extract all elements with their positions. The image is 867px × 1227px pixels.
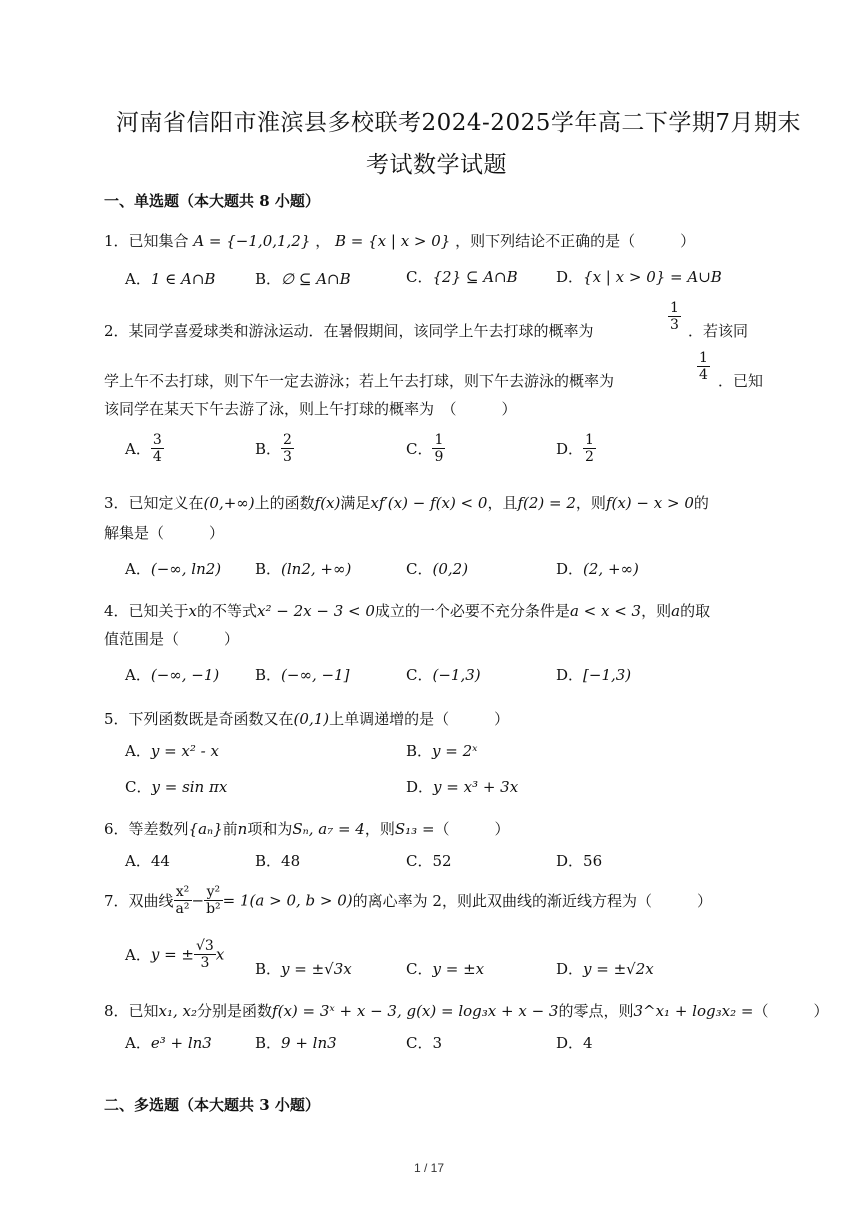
- question-3-line2: 解集是（ ）: [104, 524, 225, 542]
- question-text: ，则: [641, 602, 672, 620]
- question-text: 的离心率为 2，则此双曲线的渐近线方程为（ ）: [352, 892, 712, 911]
- option-value: 44: [150, 852, 170, 870]
- question-text: 的取: [680, 602, 711, 620]
- fraction-denominator: b²: [206, 901, 221, 918]
- question-text: 3．已知定义在: [104, 494, 204, 512]
- option-value: (2, +∞): [583, 560, 639, 578]
- math-expression: = 1(a > 0, b > 0): [222, 891, 353, 910]
- fraction-numerator: 1: [699, 350, 708, 366]
- option-label: C．: [125, 778, 152, 796]
- q6-option-c: [406, 850, 452, 871]
- math-expression: f(x) − x > 0: [605, 494, 694, 512]
- question-8: [104, 1000, 828, 1021]
- question-4-line2: 值范围是（ ）: [104, 630, 240, 648]
- q6-option-a: [125, 850, 170, 871]
- q4-option-d: [556, 664, 631, 685]
- option-label: D．: [556, 1034, 584, 1052]
- fraction-numerator: 3: [152, 432, 162, 448]
- option-label: B．: [255, 666, 282, 684]
- option-value: (−∞, −1): [150, 666, 220, 684]
- option-value-tail: x: [215, 945, 225, 964]
- option-label: A．: [125, 560, 151, 578]
- question-text: 1．已知集合: [104, 232, 189, 250]
- option-label: A．: [125, 440, 151, 459]
- math-expression: f(2) = 2: [517, 494, 576, 512]
- option-value: y = 2ˣ: [432, 742, 478, 760]
- option-label: D．: [556, 268, 584, 286]
- math-expression: x: [188, 602, 198, 620]
- page-number: 1 / 17: [414, 1161, 445, 1175]
- q2-option-a: [125, 432, 164, 465]
- option-value: (−1,3): [432, 666, 481, 684]
- option-label: A．: [125, 852, 151, 870]
- question-text: ，则下列结论不正确的是（ ）: [455, 232, 696, 250]
- option-value: y = ±: [150, 945, 194, 964]
- fraction-numerator: x²: [175, 884, 190, 900]
- fraction-denominator: 2: [585, 449, 594, 466]
- q7-option-c: [406, 958, 484, 979]
- option-value: (−∞, −1]: [281, 666, 350, 684]
- math-expression: x₁, x₂: [158, 1002, 198, 1020]
- question-text: 6．等差数列: [104, 820, 189, 838]
- document-title-line2: 考试数学试题: [366, 152, 507, 178]
- option-value: [−1,3): [583, 666, 632, 684]
- option-value: y = ±√3x: [281, 960, 352, 978]
- option-value: y = ±√2x: [583, 960, 654, 978]
- q2-fraction-1: [668, 300, 681, 333]
- math-expression: f(x) = 3ˣ + x − 3, g(x) = log₃x + x − 3: [272, 1002, 559, 1020]
- option-label: B．: [255, 560, 282, 578]
- fraction-denominator: 4: [699, 367, 708, 384]
- option-label: C．: [406, 960, 433, 978]
- math-expression: Sₙ, a₇ = 4: [292, 820, 365, 838]
- option-label: D．: [556, 560, 584, 578]
- option-label: B．: [255, 852, 282, 870]
- math-expression: n: [237, 820, 248, 838]
- option-label: A．: [125, 270, 151, 288]
- math-expression: 3^x₁ + log₃x₂ =: [633, 1002, 754, 1020]
- math-expression: xf′(x) − f(x) < 0: [370, 494, 488, 512]
- math-expression: {aₙ}: [188, 820, 223, 838]
- question-text: ，且: [487, 494, 518, 512]
- question-7: [104, 884, 712, 917]
- fraction-numerator: 1: [670, 300, 679, 316]
- option-value: (0,2): [432, 560, 469, 578]
- option-value: (−∞, ln2): [150, 560, 222, 578]
- question-2-line2: 学上午不去打球，则下午一定去游泳；若上午去打球，则下午去游泳的概率为: [104, 372, 615, 390]
- question-4: [104, 600, 710, 621]
- question-text: 项和为: [247, 820, 293, 838]
- q2-option-b: [255, 432, 294, 465]
- option-label: C．: [406, 560, 433, 578]
- question-text: 上单调递增的是（ ）: [329, 710, 510, 728]
- question-text: 5．下列函数既是奇函数又在: [104, 710, 294, 728]
- question-2-line1: 2．某同学喜爱球类和游泳运动．在暑假期间，该同学上午去打球的概率为: [104, 322, 594, 340]
- option-label: C．: [406, 666, 433, 684]
- q1-option-a: [125, 268, 215, 289]
- option-label: C．: [406, 440, 433, 459]
- question-1: [104, 230, 695, 251]
- question-2-line1-end: ．若该同: [688, 322, 749, 340]
- q8-option-c: [406, 1032, 442, 1053]
- q2-option-c: [406, 432, 445, 465]
- q4-option-b: [255, 664, 349, 685]
- question-5: [104, 708, 509, 729]
- q7-option-b: [255, 958, 352, 979]
- q5-option-c: [125, 776, 227, 797]
- fraction-numerator: √3: [196, 938, 214, 954]
- q8-option-d: [556, 1032, 593, 1053]
- option-value: 48: [281, 852, 301, 870]
- option-value: 9 + ln3: [281, 1034, 337, 1052]
- question-text: 上的函数: [254, 494, 315, 512]
- option-value: e³ + ln3: [150, 1034, 212, 1052]
- option-value: (ln2, +∞): [281, 560, 352, 578]
- question-2-line2-end: ．已知: [718, 372, 764, 390]
- question-text: 分别是函数: [197, 1002, 273, 1020]
- option-value: y = x² - x: [150, 742, 219, 760]
- question-text: 4．已知关于: [104, 602, 189, 620]
- question-6: [104, 818, 510, 839]
- question-text: （ ）: [434, 820, 510, 838]
- math-expression: A = {−1,0,1,2}: [193, 232, 311, 250]
- q5-option-a: [125, 740, 219, 761]
- option-value: 1 ∈ A∩B: [150, 270, 216, 288]
- option-label: B．: [255, 1034, 282, 1052]
- question-text: 前: [222, 820, 238, 838]
- option-value: 4: [583, 1034, 593, 1052]
- q5-option-d: [406, 776, 518, 797]
- option-value: 3: [432, 1034, 443, 1052]
- math-expression: a < x < 3: [569, 602, 642, 620]
- option-label: B．: [406, 742, 433, 760]
- question-text: 的: [693, 494, 709, 512]
- q7-option-a: [125, 938, 224, 971]
- document-title-line1: 河南省信阳市淮滨县多校联考2024-2025学年高二下学期7月期末: [116, 110, 801, 136]
- math-expression: −: [191, 891, 205, 910]
- math-expression: x² − 2x − 3 < 0: [257, 602, 375, 620]
- question-text: ，则: [575, 494, 606, 512]
- question-3: [104, 492, 709, 513]
- question-text: 满足: [340, 494, 371, 512]
- option-value: 56: [583, 852, 603, 870]
- option-value: y = sin πx: [151, 778, 228, 796]
- q3-option-b: [255, 558, 351, 579]
- q1-option-b: [255, 268, 351, 289]
- math-expression: B = {x | x > 0}: [334, 232, 451, 250]
- question-text: 的零点，则: [558, 1002, 634, 1020]
- option-value: ∅ ⊆ A∩B: [281, 270, 351, 288]
- question-text: 成立的一个必要不充分条件是: [374, 602, 570, 620]
- question-text: （ ）: [753, 1002, 829, 1020]
- option-label: C．: [406, 852, 433, 870]
- math-expression: (0,1): [293, 710, 330, 728]
- option-label: C．: [406, 1034, 433, 1052]
- question-text: 7．双曲线: [104, 892, 174, 911]
- q5-option-b: [406, 740, 477, 761]
- option-label: A．: [125, 946, 151, 965]
- math-expression: (0,+∞): [203, 494, 255, 512]
- question-2-line3: 该同学在某天下午去游了泳，则上午打球的概率为 （ ）: [104, 400, 517, 418]
- section-heading-multiple-choice: 二、多选题（本大题共 3 小题）: [104, 1096, 320, 1114]
- q3-option-c: [406, 558, 468, 579]
- q6-option-b: [255, 850, 300, 871]
- fraction-numerator: y²: [206, 884, 221, 900]
- fraction-numerator: 2: [283, 432, 292, 448]
- option-label: D．: [556, 666, 584, 684]
- q8-option-a: [125, 1032, 212, 1053]
- option-label: B．: [255, 960, 282, 978]
- option-label: A．: [125, 742, 151, 760]
- math-expression: f(x): [314, 494, 341, 512]
- option-label: D．: [556, 852, 584, 870]
- question-text: 8．已知: [104, 1002, 159, 1020]
- question-text: ，则: [364, 820, 395, 838]
- q1-option-c: [406, 266, 518, 287]
- fraction-denominator: 3: [283, 449, 292, 466]
- fraction-denominator: 9: [434, 449, 444, 466]
- fraction-denominator: 4: [152, 449, 162, 466]
- fraction-denominator: a²: [175, 901, 190, 918]
- q2-option-d: [556, 432, 596, 465]
- q4-option-c: [406, 664, 481, 685]
- q2-fraction-2: [697, 350, 710, 383]
- q6-option-d: [556, 850, 602, 871]
- math-expression: a: [671, 602, 681, 620]
- q1-option-d: [556, 266, 722, 287]
- q4-option-a: [125, 664, 219, 685]
- option-label: D．: [406, 778, 434, 796]
- option-label: D．: [556, 960, 584, 978]
- question-text: ，: [315, 232, 331, 250]
- option-label: B．: [255, 440, 282, 459]
- q7-option-d: [556, 958, 654, 979]
- option-value: {2} ⊆ A∩B: [432, 268, 518, 286]
- fraction-denominator: 3: [670, 317, 679, 334]
- option-value: y = x³ + 3x: [433, 778, 519, 796]
- option-label: B．: [255, 270, 282, 288]
- q8-option-b: [255, 1032, 337, 1053]
- option-value: y = ±x: [432, 960, 485, 978]
- section-heading-single-choice: 一、单选题（本大题共 8 小题）: [104, 192, 320, 210]
- q3-option-a: [125, 558, 221, 579]
- fraction-numerator: 1: [434, 432, 444, 448]
- question-text: 的不等式: [197, 602, 258, 620]
- math-expression: S₁₃ =: [394, 820, 435, 838]
- option-label: A．: [125, 1034, 151, 1052]
- option-value: 52: [432, 852, 452, 870]
- option-label: C．: [406, 268, 433, 286]
- fraction-numerator: 1: [585, 432, 594, 448]
- option-label: D．: [556, 440, 584, 459]
- option-value: {x | x > 0} = A∪B: [583, 268, 722, 286]
- option-label: A．: [125, 666, 151, 684]
- fraction-denominator: 3: [194, 954, 216, 971]
- q3-option-d: [556, 558, 639, 579]
